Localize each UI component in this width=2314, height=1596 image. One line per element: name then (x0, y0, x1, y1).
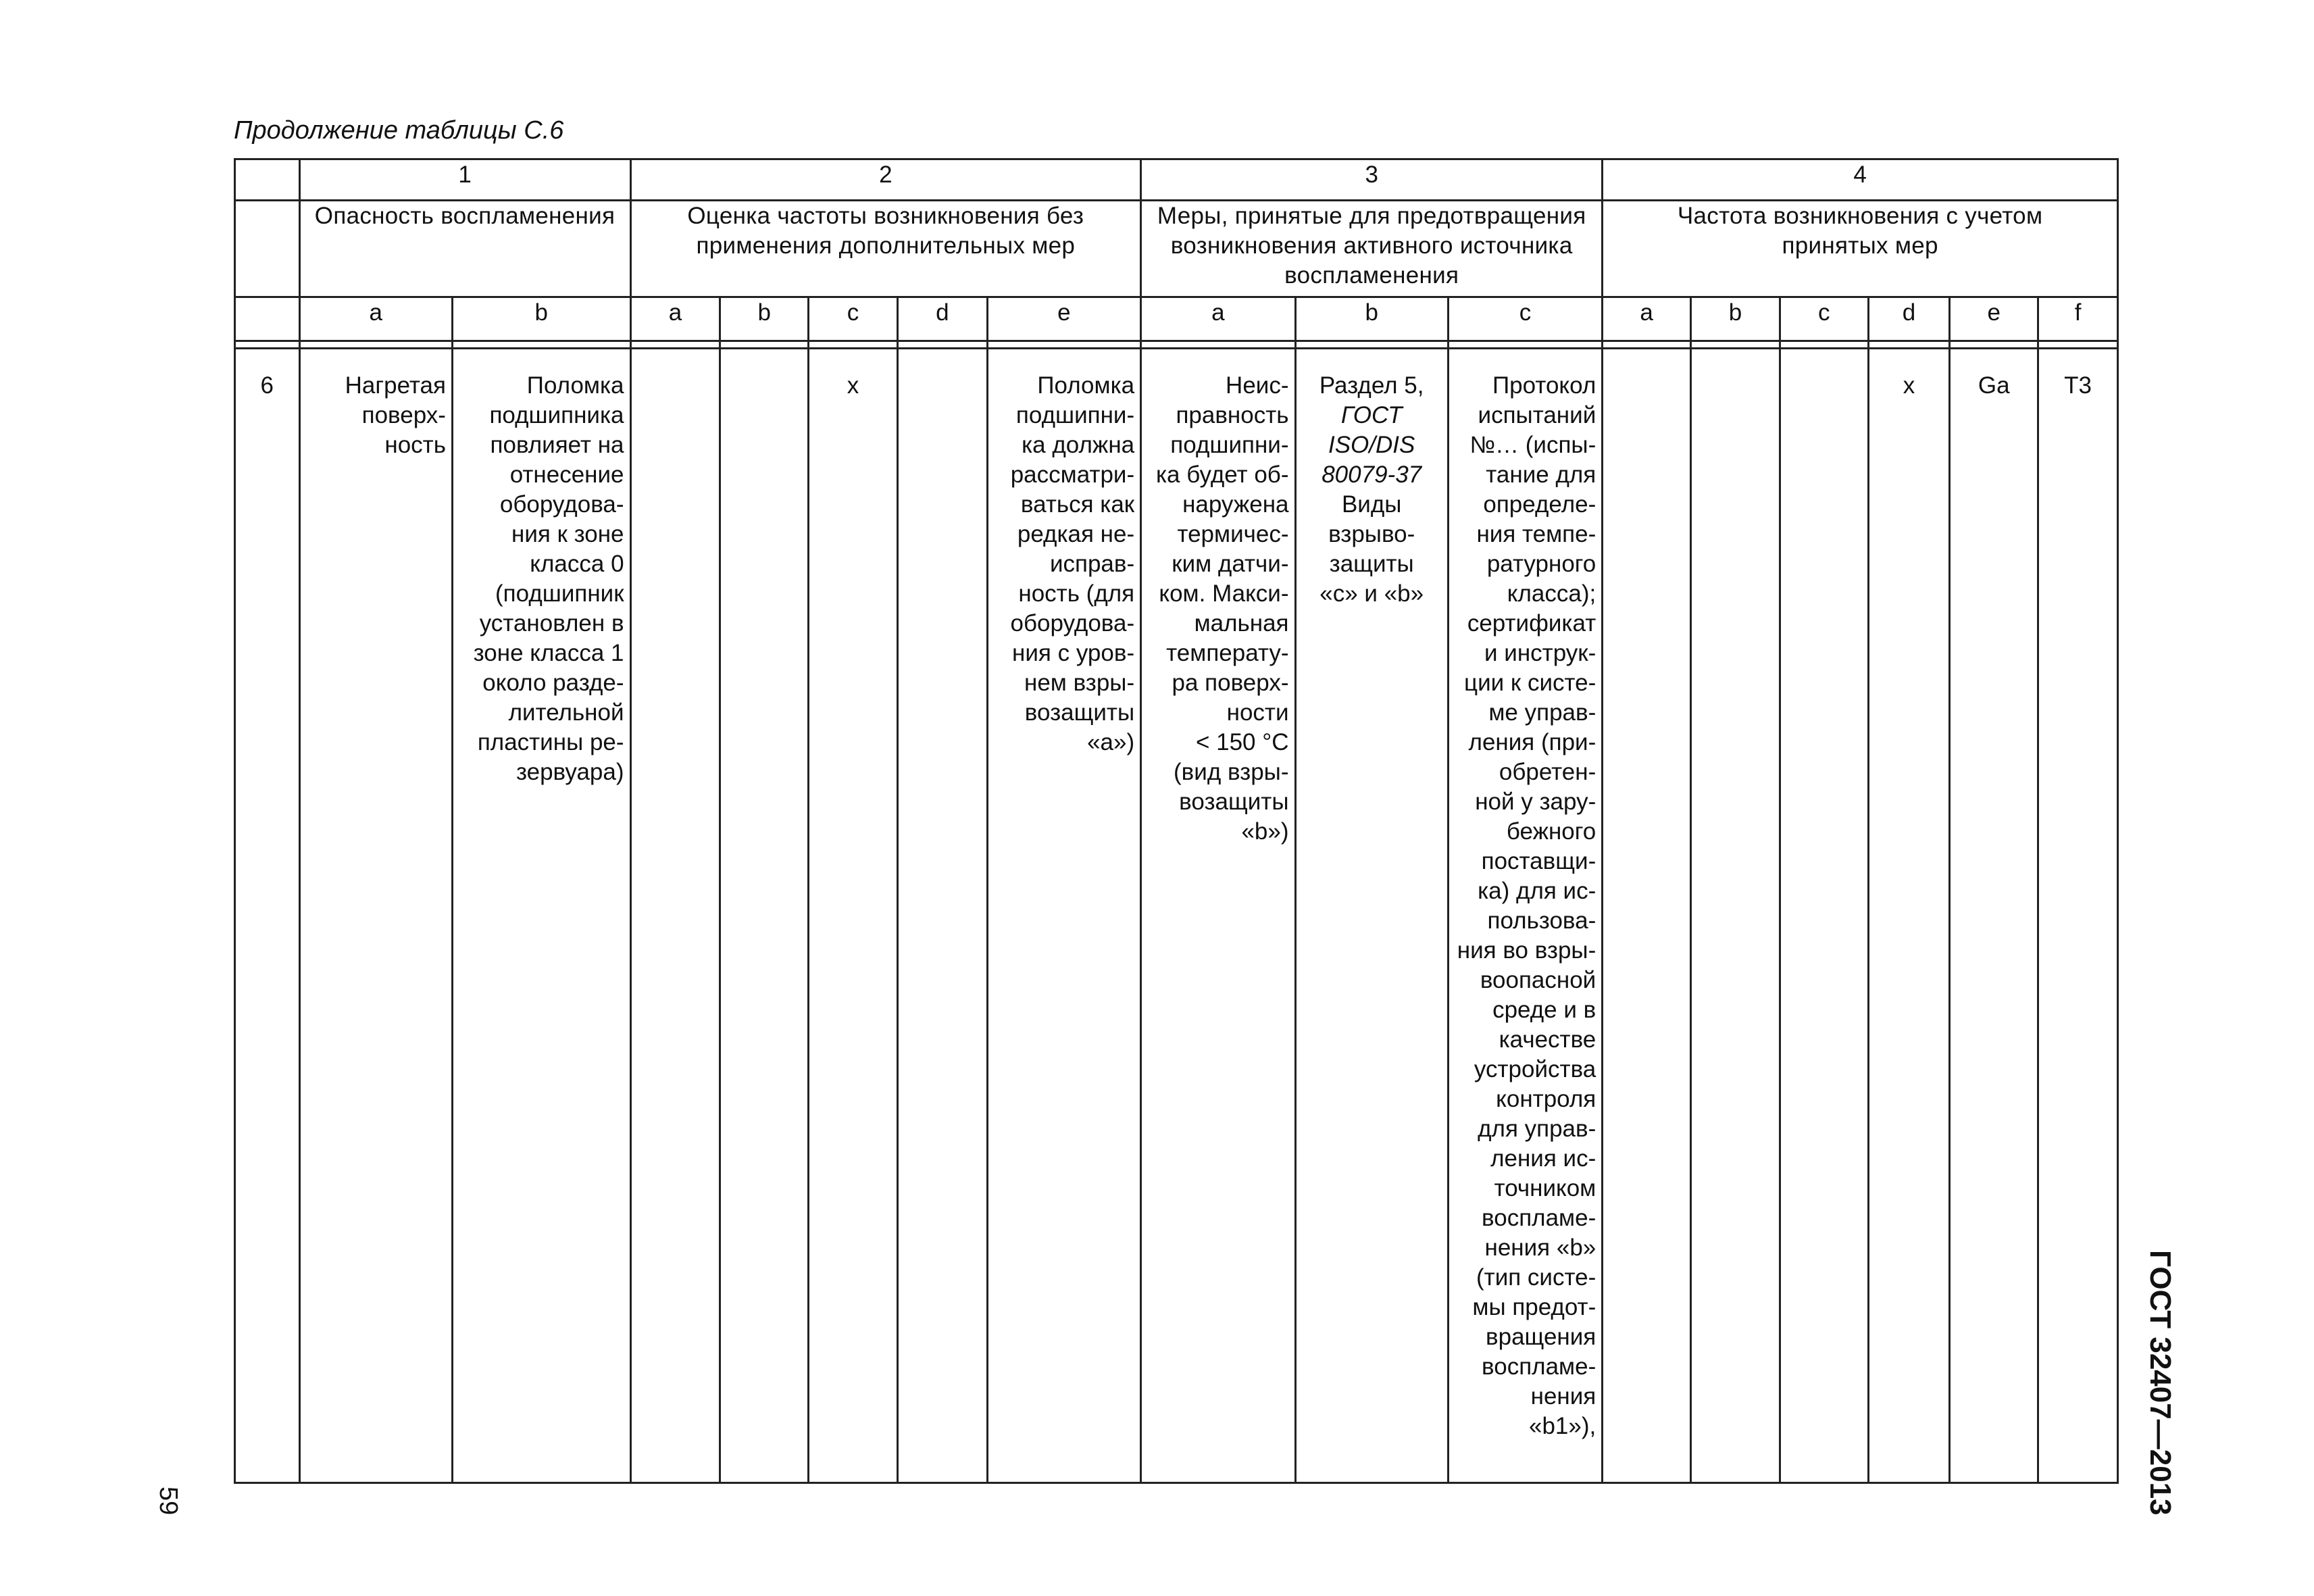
cell-empty (1603, 349, 1691, 1483)
cell-line: нем взры- (1024, 670, 1135, 696)
reference-line: «с» и «b» (1319, 580, 1424, 607)
cell-line: (тип систе- (1476, 1264, 1596, 1291)
header-line: принятых мер (1782, 232, 1938, 259)
cell-line: Поломка (526, 372, 624, 399)
sub-header: e (1950, 297, 2038, 341)
cell-empty (897, 349, 987, 1483)
cell-line: ния темпе- (1476, 521, 1596, 547)
cell-line: ка) для ис- (1478, 878, 1596, 904)
reference-line: ГОСТ (1340, 402, 1403, 428)
cell-line: нения (1530, 1383, 1596, 1410)
sub-header: b (1691, 297, 1780, 341)
cell-line: возащиты (1024, 699, 1135, 726)
cell-empty (720, 349, 809, 1483)
sub-header: c (809, 297, 898, 341)
sub-header: b (720, 297, 809, 341)
cell-line: редкая не- (1017, 521, 1135, 547)
cell-line: точником (1494, 1175, 1596, 1201)
cell-line: ка будет об- (1155, 462, 1289, 488)
column-header-row (235, 201, 2118, 297)
cell-line: подшипника (489, 402, 624, 428)
cell-temperature-class: T3 (2038, 349, 2118, 1483)
cell-frequency-note (987, 349, 1140, 1483)
cell-line: отнесение (509, 462, 624, 488)
cell-line: пользова- (1487, 907, 1596, 934)
cell-line: поставщи- (1481, 848, 1596, 874)
cell-line: зоне класса 1 (473, 640, 624, 666)
column-header-hazard (299, 201, 630, 297)
cell-line: (вид взры- (1174, 759, 1289, 785)
sub-header: c (1780, 297, 1868, 341)
cell-line: ра поверх- (1172, 670, 1289, 696)
cell-measure-reference (1295, 349, 1448, 1483)
cell-line: для управ- (1478, 1116, 1596, 1142)
cell-line: нения «b» (1484, 1235, 1596, 1261)
cell-line: повлияет на (490, 432, 624, 458)
cell-line: ваться как (1020, 491, 1135, 518)
cell-equipment-protection-level: Ga (1950, 349, 2038, 1483)
column-number: 4 (1603, 159, 2118, 201)
cell-line: зервуара) (515, 759, 624, 785)
cell-line: установлен в (479, 610, 624, 637)
cell-line: ной у зару- (1475, 789, 1596, 815)
cell-line: и инструк- (1484, 640, 1596, 666)
reference-line: защиты (1329, 551, 1414, 577)
cell-line: «b») (1241, 818, 1289, 845)
header-line: воспламенения (1284, 262, 1459, 289)
cell-line: испытаний (1478, 402, 1596, 428)
cell-line: мы предот- (1472, 1294, 1596, 1320)
cell-line: мальная (1194, 610, 1289, 637)
cell-line: ком. Макси- (1159, 580, 1289, 607)
sub-header: a (299, 297, 452, 341)
cell-measure-description (1141, 349, 1295, 1483)
cell-line: Протокол (1492, 372, 1596, 399)
cell-line: исправ- (1049, 551, 1135, 577)
blank-cell (235, 159, 300, 201)
sub-header: b (1295, 297, 1448, 341)
cell-line: №… (испы- (1469, 432, 1596, 458)
cell-line: «b1»), (1529, 1413, 1596, 1439)
cell-line: ции к систе- (1464, 670, 1596, 696)
cell-line: термичес- (1177, 521, 1289, 547)
sub-header: c (1448, 297, 1602, 341)
cell-line: ме управ- (1488, 699, 1596, 726)
sub-header: b (452, 297, 630, 341)
table-caption: Продолжение таблицы С.6 (234, 116, 564, 145)
cell-empty (1691, 349, 1780, 1483)
cell-hazard-type (299, 349, 452, 1483)
row-number: 6 (235, 349, 300, 1483)
cell-line: оборудова- (1010, 610, 1135, 637)
header-line: Опасность воспламенения (314, 203, 615, 229)
sub-header: a (630, 297, 720, 341)
cell-line: ния к зоне (511, 521, 624, 547)
cell-line: Неис- (1226, 372, 1289, 399)
cell-line: среде и в (1492, 997, 1596, 1023)
reference-line: ISO/DIS (1328, 432, 1415, 458)
cell-line: класса 0 (530, 551, 624, 577)
reference-line: взрыво- (1328, 521, 1415, 547)
cell-line: подшипни- (1170, 432, 1289, 458)
cell-line: Поломка (1037, 372, 1135, 399)
cell-line: устройства (1474, 1056, 1596, 1082)
cell-line: воспламе- (1482, 1353, 1596, 1380)
header-line: Меры, принятые для предотвращения (1157, 203, 1586, 229)
cell-line: ния с уров- (1012, 640, 1135, 666)
sub-header: f (2038, 297, 2118, 341)
header-line: применения дополнительных мер (696, 232, 1076, 259)
sub-header: d (897, 297, 987, 341)
cell-line: (подшипник (495, 580, 624, 607)
hazard-table (234, 158, 2119, 1484)
cell-line: ния во взры- (1457, 937, 1596, 964)
cell-line: ность (для (1018, 580, 1135, 607)
reference-line: Виды (1341, 491, 1402, 518)
cell-line: температу- (1166, 640, 1289, 666)
reference-line: 80079-37 (1322, 462, 1422, 488)
cell-line: Нагретая (345, 372, 446, 399)
cell-line: лительной (508, 699, 624, 726)
cell-line: правность (1176, 402, 1289, 428)
column-header-frequency-with-measures (1603, 201, 2118, 297)
column-header-measures (1141, 201, 1603, 297)
cell-line: воопасной (1480, 967, 1596, 993)
cell-line: сертификат (1467, 610, 1596, 637)
cell-line: < 150 °С (1195, 729, 1289, 755)
cell-line: контроля (1496, 1086, 1596, 1112)
column-header-frequency-without-measures (630, 201, 1141, 297)
cell-line: поверх- (361, 402, 446, 428)
cell-line: около разде- (482, 670, 624, 696)
cell-line: определе- (1483, 491, 1596, 518)
column-number: 2 (630, 159, 1141, 201)
header-line: Частота возникновения с учетом (1677, 203, 2043, 229)
cell-line: ким датчи- (1172, 551, 1289, 577)
column-number: 1 (299, 159, 630, 201)
cell-line: ка должна (1022, 432, 1135, 458)
table-row (235, 349, 2118, 1483)
cell-line: оборудова- (499, 491, 624, 518)
header-line: Оценка частоты возникновения без (687, 203, 1084, 229)
cell-line: наружена (1182, 491, 1289, 518)
sub-header: d (1868, 297, 1950, 341)
sub-header-row (235, 297, 2118, 341)
cell-line: рассматри- (1010, 462, 1135, 488)
standard-code: ГОСТ 32407—2013 (2144, 1250, 2177, 1516)
column-number-row (235, 159, 2118, 201)
cell-line: «а») (1087, 729, 1135, 755)
page-number: 59 (154, 1487, 182, 1516)
cell-line: подшипни- (1015, 402, 1135, 428)
cell-line: бежного (1506, 818, 1596, 845)
cell-line: класса); (1507, 580, 1596, 607)
cell-line: ности (1226, 699, 1289, 726)
cell-line: качестве (1499, 1026, 1596, 1053)
blank-cell (235, 297, 300, 341)
cell-line: возащиты (1179, 789, 1289, 815)
cell-line: пластины ре- (477, 729, 624, 755)
cell-empty (1780, 349, 1868, 1483)
cell-line: ратурного (1486, 551, 1596, 577)
sub-header: e (987, 297, 1140, 341)
reference-line: Раздел 5, (1319, 372, 1424, 399)
cell-measure-documentation (1448, 349, 1602, 1483)
cell-line: ления ис- (1490, 1145, 1596, 1172)
cell-line: ления (при- (1468, 729, 1596, 755)
cell-hazard-description (452, 349, 630, 1483)
cell-line: обретен- (1499, 759, 1596, 785)
cell-line: вращения (1486, 1324, 1596, 1350)
cell-empty (630, 349, 720, 1483)
blank-cell (235, 201, 300, 297)
header-line: возникновения активного источника (1170, 232, 1573, 259)
column-number: 3 (1141, 159, 1603, 201)
cell-frequency-mark: x (809, 349, 898, 1483)
cell-line: тание для (1486, 462, 1596, 488)
sub-header: a (1141, 297, 1295, 341)
sub-header: a (1603, 297, 1691, 341)
cell-line: ность (384, 432, 446, 458)
cell-frequency-with-measures-mark: x (1868, 349, 1950, 1483)
cell-line: воспламе- (1482, 1205, 1596, 1231)
separator-row (235, 341, 2118, 349)
